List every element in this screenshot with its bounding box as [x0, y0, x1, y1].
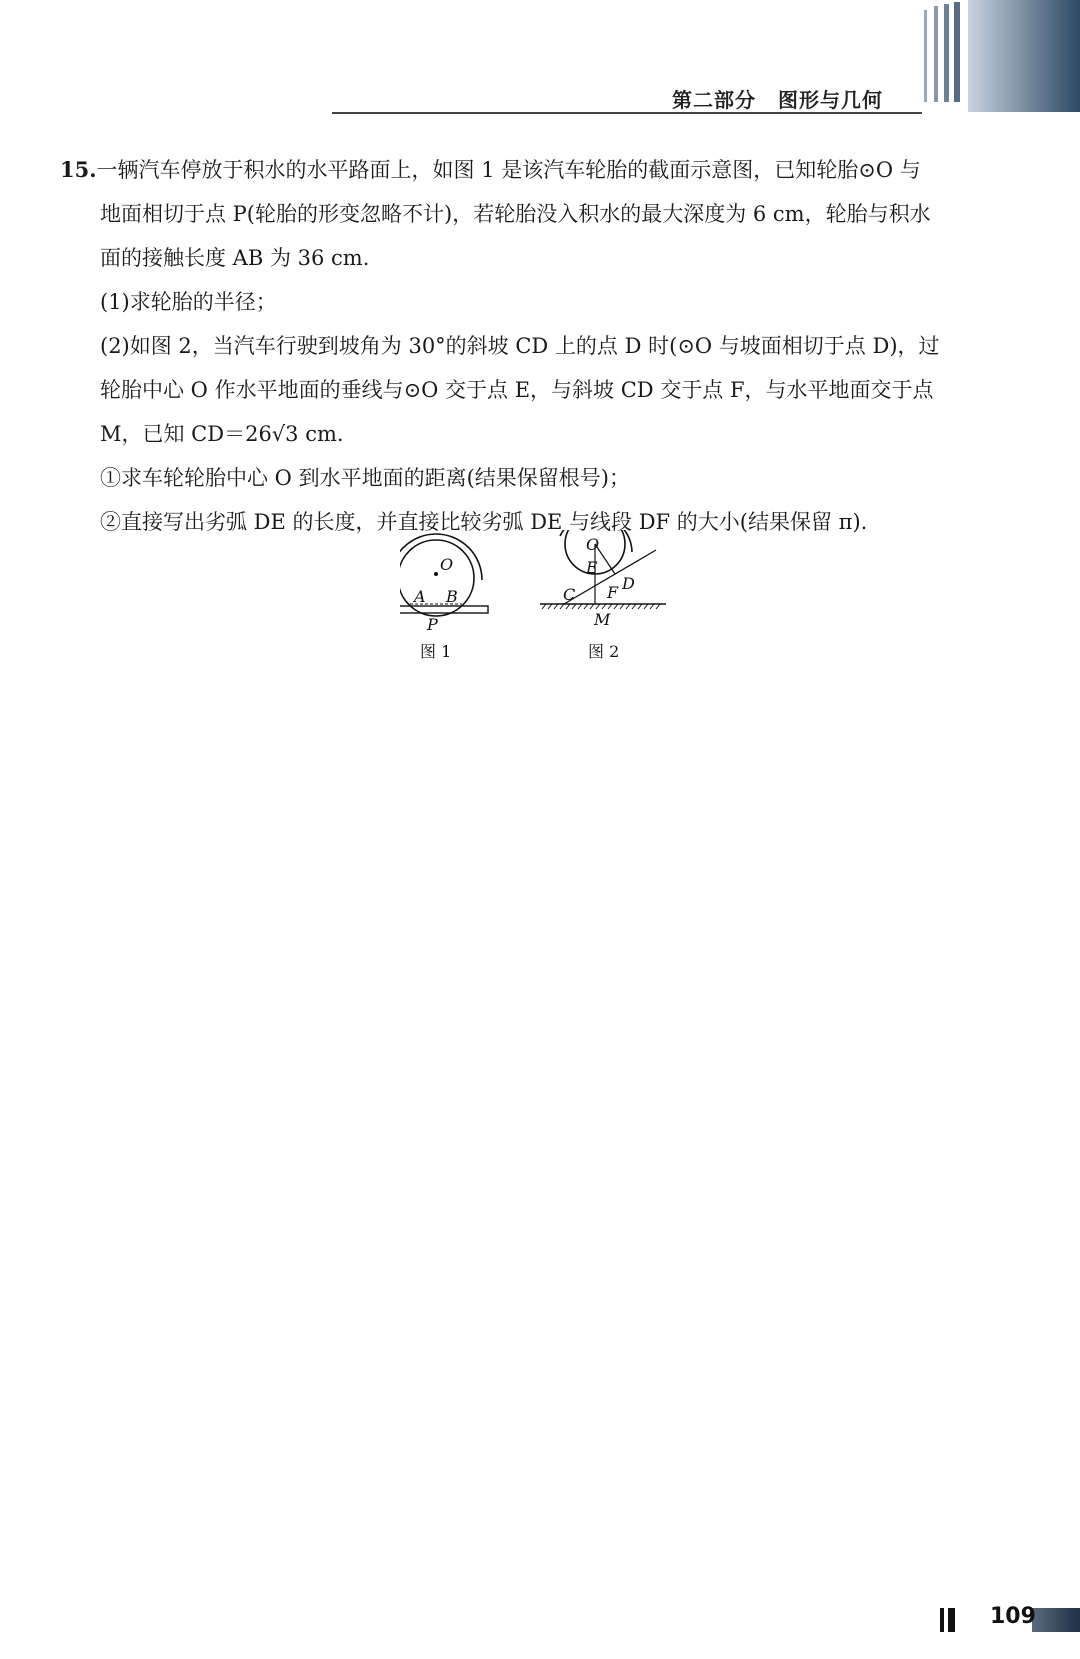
problem-sub-question-2: ②直接写出劣弧 DE 的长度，并直接比较劣弧 DE 与线段 DF 的大小(结果保留 π). [100, 510, 868, 534]
fig2-label-E: E [586, 558, 598, 577]
problem-stem-line-1: 15.一辆汽车停放于积水的水平路面上，如图 1 是该汽车轮胎的截面示意图，已知轮胎⊙O 与 [60, 157, 921, 182]
header-stripes-decoration [910, 0, 1080, 112]
fig2-label-O: O [586, 535, 600, 554]
fig2-label-M: M [594, 610, 611, 629]
problem-stem-line-3: 面的接触长度 AB 为 36 cm. [100, 246, 370, 270]
fig2-caption: 图 2 [588, 642, 620, 661]
fig1-label-B: B [446, 587, 458, 606]
problem-15 [60, 148, 1020, 544]
fig2-label-D: D [622, 574, 635, 593]
fig1-label-A: A [414, 587, 426, 606]
fig2-label-C: C [563, 585, 576, 604]
fig2-label-F: F [607, 583, 619, 602]
figure-2 [540, 530, 666, 661]
problem-part-2-line-1: (2)如图 2，当汽车行驶到坡角为 30°的斜坡 CD 上的点 D 时(⊙O 与坡面相切于点 D)，过 [100, 334, 940, 358]
fig1-label-P: P [427, 615, 438, 634]
problem-part-1: (1)求轮胎的半径； [100, 290, 277, 314]
header-part: 第二部分 [672, 88, 756, 112]
problem-stem-line-2: 地面相切于点 P(轮胎的形变忽略不计)，若轮胎没入积水的最大深度为 6 cm，轮胎与积水 [100, 202, 931, 226]
question-number: 15. [60, 157, 97, 182]
header-section: 图形与几何 [778, 88, 883, 112]
figures [400, 530, 720, 700]
page-number: 109 [990, 1604, 1036, 1629]
problem-part-2-line-3: M，已知 CD＝26√3 cm. [100, 422, 344, 446]
problem-part-2-line-2: 轮胎中心 O 作水平地面的垂线与⊙O 交于点 E，与斜坡 CD 交于点 F，与水平地面交于点 [100, 378, 934, 402]
header-title [672, 84, 883, 113]
problem-sub-question-1: ①求车轮轮胎中心 O 到水平地面的距离(结果保留根号)； [100, 466, 630, 490]
figure-1 [400, 534, 488, 661]
header-rule [332, 112, 922, 114]
fig1-label-O: O [440, 555, 454, 574]
fig1-caption: 图 1 [420, 642, 452, 661]
